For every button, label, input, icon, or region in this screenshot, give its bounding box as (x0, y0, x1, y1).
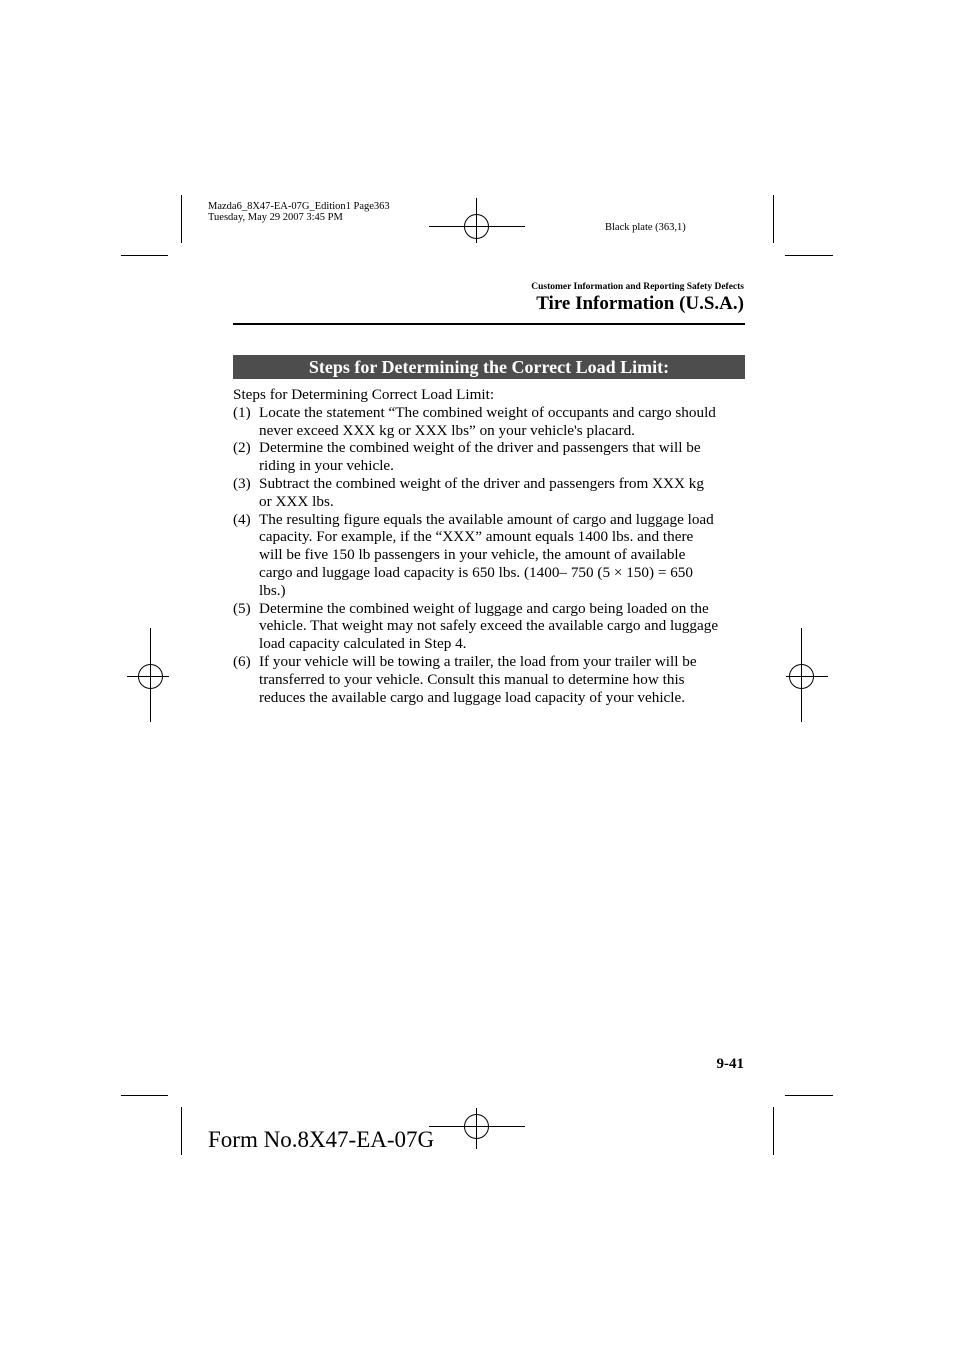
step-text (259, 439, 753, 475)
crop-mark-top-right-h (785, 255, 833, 256)
step-line: The resulting figure equals the available amount of cargo and luggage load (259, 510, 714, 528)
step-text (259, 511, 753, 600)
step-line: Determine the combined weight of the driver and passengers that will be (259, 439, 701, 457)
step-line: load capacity calculated in Step 4. (259, 635, 467, 653)
step-number: (4) (233, 510, 251, 528)
step-number: (3) (233, 474, 251, 492)
print-date-line: Tuesday, May 29 2007 3:45 PM (208, 212, 343, 223)
step-line: reduces the available cargo and luggage load capacity of your vehicle. (259, 688, 686, 706)
step-line: riding in your vehicle. (259, 457, 394, 475)
step-line: Subtract the combined weight of the driver and passengers from XXX kg (259, 474, 704, 492)
steps-list (233, 404, 753, 707)
crop-mark-bottom-left-h (121, 1095, 168, 1096)
crop-mark-top-right-v (773, 195, 774, 243)
step-text (259, 653, 753, 706)
registration-circle-icon (464, 1114, 489, 1139)
list-item (233, 404, 753, 440)
section-banner: Steps for Determining the Correct Load Limit: (233, 355, 745, 379)
title-rule (233, 323, 745, 325)
plate-label: Black plate (363,1) (605, 222, 686, 233)
form-number: Form No.8X47-EA-07G (208, 1127, 435, 1152)
step-line: transferred to your vehicle. Consult this manual to determine how this (259, 670, 685, 688)
crop-mark-bottom-right-h (785, 1095, 833, 1096)
page-number: 9-41 (716, 1056, 744, 1072)
list-item (233, 475, 753, 511)
page-title: Tire Information (U.S.A.) (536, 293, 744, 314)
step-line: If your vehicle will be towing a trailer, the load from your trailer will be (259, 652, 697, 670)
step-number: (5) (233, 599, 251, 617)
registration-circle-icon (138, 664, 163, 689)
list-item (233, 600, 753, 653)
step-line: will be five 150 lb passengers in your vehicle, the amount of available (259, 546, 686, 564)
registration-circle-icon (789, 664, 814, 689)
list-item (233, 439, 753, 475)
step-number: (2) (233, 439, 251, 457)
step-line: vehicle. That weight may not safely exceed the available cargo and luggage (259, 617, 719, 635)
step-line: or XXX lbs. (259, 492, 334, 510)
crop-mark-bottom-right-v (773, 1107, 774, 1155)
list-item (233, 511, 753, 600)
step-line: Determine the combined weight of luggage and cargo being loaded on the (259, 599, 709, 617)
body-content (233, 386, 753, 706)
crop-mark-top-left-h (121, 255, 168, 256)
step-number: (1) (233, 403, 251, 421)
print-file-info (208, 201, 390, 223)
crop-mark-bottom-left-v (181, 1107, 182, 1155)
list-item (233, 653, 753, 706)
print-file-line: Mazda6_8X47-EA-07G_Edition1 Page363 (208, 201, 390, 212)
step-number: (6) (233, 652, 251, 670)
step-line: cargo and luggage load capacity is 650 lbs. (1400– 750 (5 × 150) = 650 (259, 563, 693, 581)
step-line: lbs.) (259, 581, 286, 599)
registration-circle-icon (464, 214, 489, 239)
section-category: Customer Information and Reporting Safety Defects (531, 282, 744, 292)
step-line: never exceed XXX kg or XXX lbs” on your vehicle's placard. (259, 421, 635, 439)
step-line: capacity. For example, if the “XXX” amount equals 1400 lbs. and there (259, 528, 694, 546)
step-line: Locate the statement “The combined weight of occupants and cargo should (259, 403, 716, 421)
intro-text: Steps for Determining Correct Load Limit: (233, 386, 495, 403)
step-text (259, 475, 753, 511)
step-text (259, 404, 753, 440)
crop-mark-top-left-v (181, 195, 182, 243)
step-text (259, 600, 753, 653)
